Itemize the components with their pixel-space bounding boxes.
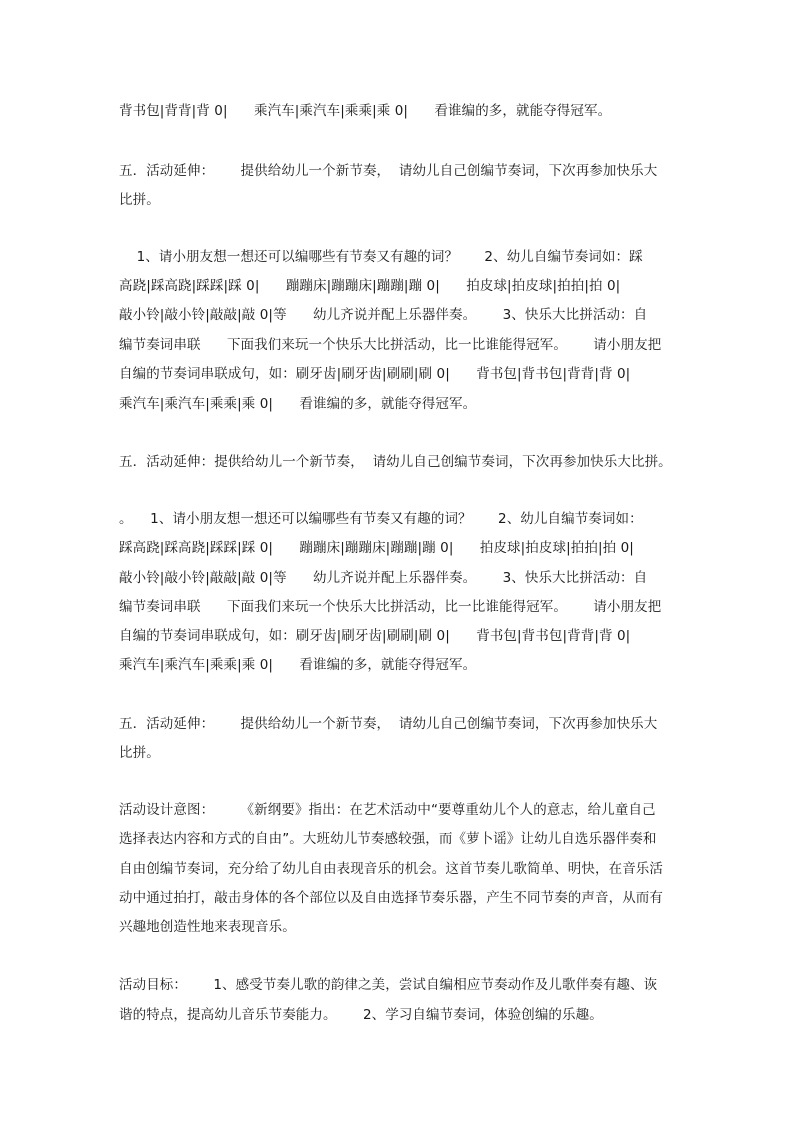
text-line: 敲小铃|敲小铃|敲敲|敲 0|等 幼儿齐说并配上乐器伴奏。 3、快乐大比拼活动：自 [119,307,648,323]
text-line: 。 1、请小朋友想一想还可以编哪些有节奏又有趣的词？ 2、幼儿自编节奏词如： [119,511,643,527]
text-line: 比拼。 [119,192,160,208]
text-line: 比拼。 [119,745,160,761]
text-line: 编节奏词串联 下面我们来玩一个快乐大比拼活动，比一比谁能得冠军。 请小朋友把 [119,337,662,353]
text-line: 自编的节奏词串联成句，如：刷牙齿|刷牙齿|刷刷|刷 0| 背书包|背书包|背背|背 0| [119,366,631,382]
text-line: 自编的节奏词串联成句，如：刷牙齿|刷牙齿|刷刷|刷 0| 背书包|背书包|背背|背 0| [119,628,631,644]
section-heading-line: 五．活动延伸： 提供给幼儿一个新节奏， 请幼儿自己创编节奏词，下次再参加快乐大 [119,163,658,179]
text-line: 乘汽车|乘汽车|乘乘|乘 0| 看谁编的多，就能夺得冠军。 [119,657,477,673]
text-line: 选择表达内容和方式的自由”。大班幼儿节奏感较强，而《萝卜谣》让幼儿自选乐器伴奏和 [119,831,657,847]
design-intent-line: 活动设计意图： 《新纲要》指出：在艺术活动中“要尊重幼儿个人的意志，给儿童自己 [119,802,656,818]
text-line: 高跷|踩高跷|踩踩|踩 0| 蹦蹦床|蹦蹦床|蹦蹦|蹦 0| 拍皮球|拍皮球|拍拍|拍 0| [119,278,621,294]
objectives-line: 活动目标： 1、感受节奏儿歌的韵律之美，尝试自编相应节奏动作及儿歌伴奏有趣、诙 [119,977,658,993]
text-line: 乘汽车|乘汽车|乘乘|乘 0| 看谁编的多，就能夺得冠军。 [119,396,477,412]
text-line: 1、请小朋友想一想还可以编哪些有节奏又有趣的词？ 2、幼儿自编节奏词如：踩 [119,249,643,265]
text-line: 背书包|背背|背 0| 乘汽车|乘汽车|乘乘|乘 0| 看谁编的多，就能夺得冠军。 [119,103,612,119]
text-line: 动中通过拍打，敲击身体的各个部位以及自由选择节奏乐器，产生不同节奏的声音，从而有 [119,890,663,906]
section-heading-line: 五．活动延伸：提供给幼儿一个新节奏， 请幼儿自己创编节奏词，下次再参加快乐大比拼。 [119,454,672,470]
text-line: 兴趣地创造性地来表现音乐。 [119,919,296,935]
text-line: 谐的特点，提高幼儿音乐节奏能力。 2、学习自编节奏词，体验创编的乐趣。 [119,1007,603,1023]
section-heading-line: 五．活动延伸： 提供给幼儿一个新节奏， 请幼儿自己创编节奏词，下次再参加快乐大 [119,716,658,732]
text-line: 踩高跷|踩高跷|踩踩|踩 0| 蹦蹦床|蹦蹦床|蹦蹦|蹦 0| 拍皮球|拍皮球|拍拍|拍 0| [119,540,634,556]
text-line: 编节奏词串联 下面我们来玩一个快乐大比拼活动，比一比谁能得冠军。 请小朋友把 [119,599,662,615]
text-line: 自由创编节奏词，充分给了幼儿自由表现音乐的机会。这首节奏儿歌简单、明快，在音乐活 [119,861,663,877]
text-line: 敲小铃|敲小铃|敲敲|敲 0|等 幼儿齐说并配上乐器伴奏。 3、快乐大比拼活动：自 [119,570,648,586]
